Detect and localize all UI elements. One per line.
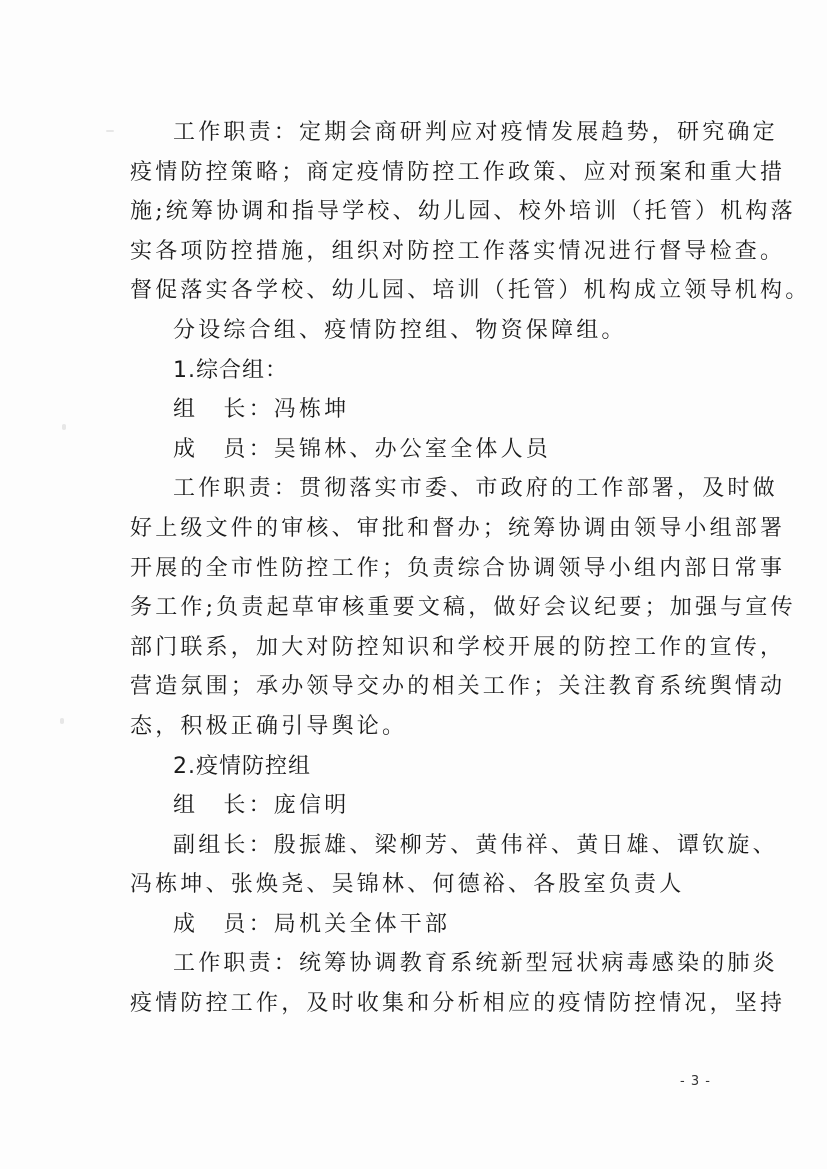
- text-line: 冯栋坤、张焕尧、吴锦林、何德裕、各股室负责人: [130, 872, 685, 898]
- paragraph-leadership-duties: [130, 113, 811, 311]
- text-line: 开展的全市性防控工作；负责综合协调领导小组内部日常事: [130, 555, 786, 581]
- text-line: 副组长：殷振雄、梁柳芳、黄伟祥、黄日雄、谭钦旋、: [173, 832, 778, 858]
- group-members-general: 成 员：吴锦林、办公室全体人员: [173, 436, 552, 462]
- group-leader-general: 组 长：冯栋坤: [173, 397, 350, 423]
- text-line: 疫情防控工作，及时收集和分析相应的疫情防控情况，坚持: [130, 991, 786, 1017]
- document-body: [130, 113, 811, 1024]
- text-line: 好上级文件的审核、审批和督办；统筹协调由领导小组部署: [130, 515, 786, 541]
- scan-speck: [60, 718, 64, 724]
- text-line: 部门联系，加大对防控知识和学校开展的防控工作的宣传，: [130, 634, 786, 660]
- group-leader-epidemic: 组 长：庞信明: [173, 793, 350, 819]
- text-line: 工作职责：定期会商研判应对疫情发展趋势，研究确定: [173, 120, 778, 145]
- page-number: - 3 -: [680, 1074, 711, 1089]
- group-members-epidemic: 成 员：局机关全体干部: [173, 911, 451, 937]
- text-line: 施;统筹协调和指导学校、幼儿园、校外培训（托管）机构落: [130, 199, 796, 225]
- section-heading-epidemic-group: 2.疫情防控组: [173, 753, 311, 779]
- deputy-leaders-epidemic: [130, 826, 778, 905]
- paragraph-epidemic-group-duties: [130, 944, 786, 1023]
- scan-speck: [62, 424, 66, 430]
- scan-speck: [106, 130, 114, 132]
- text-line: 务工作;负责起草审核重要文稿，做好会议纪要；加强与宣传: [130, 595, 796, 621]
- text-line: 督促落实各学校、幼儿园、培训（托管）机构成立领导机构。: [130, 278, 811, 304]
- paragraph-general-group-duties: [130, 469, 796, 746]
- text-line: 疫情防控策略；商定疫情防控工作政策、应对预案和重大措: [130, 159, 786, 185]
- text-line: 工作职责：贯彻落实市委、市政府的工作部署，及时做: [173, 476, 778, 502]
- text-line: 工作职责：统筹协调教育系统新型冠状病毒感染的肺炎: [173, 951, 778, 977]
- section-heading-general-group: 1.综合组：: [173, 357, 288, 383]
- text-line: 营造氛围；承办领导交办的相关工作；关注教育系统舆情动: [130, 674, 786, 700]
- paragraph-groups-overview: 分设综合组、疫情防控组、物资保障组。: [173, 317, 627, 343]
- text-line: 实各项防控措施，组织对防控工作落实情况进行督导检查。: [130, 238, 786, 264]
- text-line: 态，积极正确引导舆论。: [130, 713, 408, 739]
